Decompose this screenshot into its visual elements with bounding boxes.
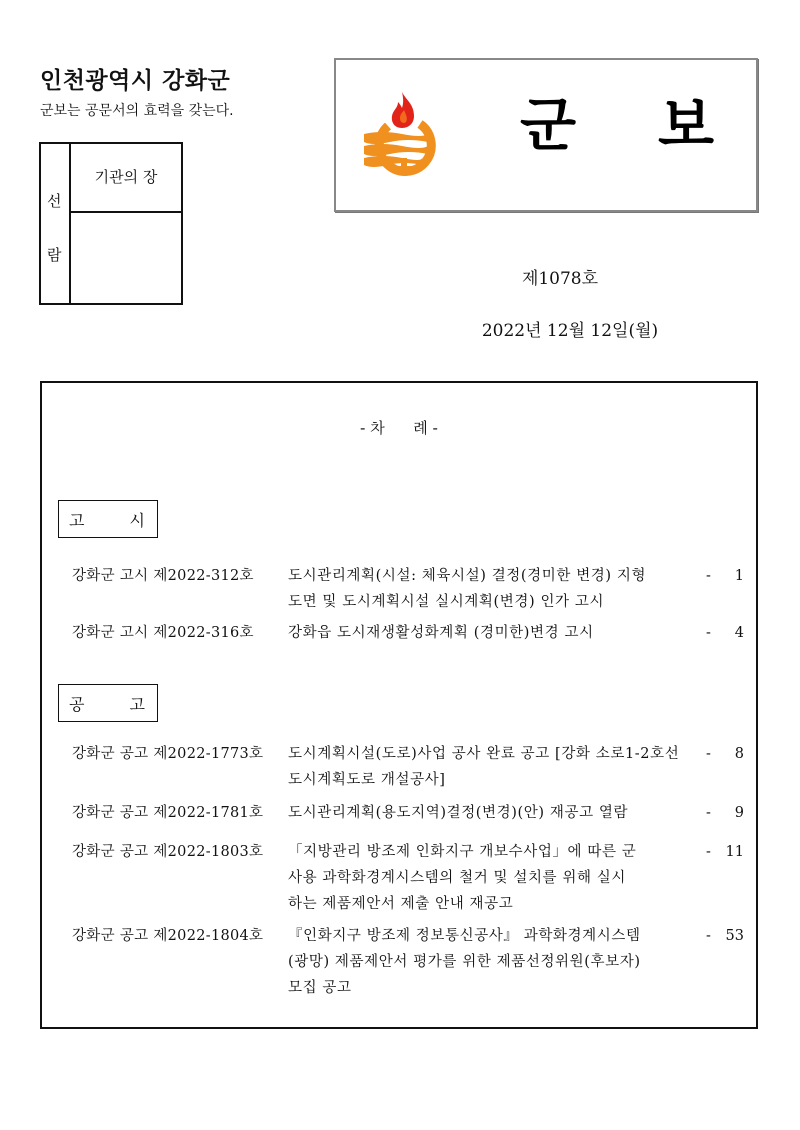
entry-reference: 강화군 공고 제2022-1804호 — [72, 928, 264, 944]
issue-number: 제1078호 — [521, 269, 599, 289]
entry-leader: - — [706, 746, 711, 762]
circulation-side-column — [41, 144, 71, 303]
ganghwa-emblem-icon — [362, 90, 446, 180]
entry-page-number: 11 — [725, 844, 744, 860]
masthead-title-char: 군 — [520, 91, 577, 159]
gazette-subtitle: 군보는 공문서의 효력을 갖는다. — [40, 103, 234, 119]
entry-reference: 강화군 고시 제2022-312호 — [72, 568, 254, 584]
entry-description: 『인화지구 방조제 정보통신공사』 과학화경계시스템 (광망) 제품제안서 평가를 위한 제품선정위원(후보자) 모집 공고 — [288, 928, 641, 996]
masthead-title-char: 보 — [658, 91, 715, 159]
entry-leader: - — [706, 625, 711, 641]
entry-description: 강화읍 도시재생활성화계획 (경미한)변경 고시 — [288, 625, 594, 641]
section-label: 고 — [129, 694, 145, 714]
masthead-frame — [334, 58, 758, 212]
section-label: 공 — [69, 694, 85, 714]
entry-page-number: 8 — [734, 746, 744, 762]
circulation-side-label: 선 — [47, 192, 62, 210]
entry-reference: 강화군 공고 제2022-1773호 — [72, 746, 264, 762]
entry-leader: - — [706, 928, 711, 944]
section-label: 시 — [129, 510, 145, 530]
entry-reference: 강화군 고시 제2022-316호 — [72, 625, 254, 641]
entry-description: 「지방관리 방조제 인화지구 개보수사업」에 따른 군 사용 과학화경계시스템의 철거 및 설치를 위해 실시 하는 제품제안서 제출 안내 재공고 — [288, 844, 637, 912]
entry-description: 도시계획시설(도로)사업 공사 완료 공고 [강화 소로1-2호선 도시계획도로 개설공사] — [288, 746, 680, 788]
section-header-announcement — [58, 684, 158, 722]
entry-page-number: 9 — [734, 805, 744, 821]
table-of-contents — [40, 381, 758, 1029]
entry-page-number: 4 — [734, 625, 744, 641]
entry-page-number: 53 — [725, 928, 744, 944]
entry-description: 도시관리계획(시설: 체육시설) 결정(경미한 변경) 지형 도면 및 도시계획시설 실시계획(변경) 인가 고시 — [288, 568, 647, 610]
section-header-notice — [58, 500, 158, 538]
entry-leader: - — [706, 568, 711, 584]
circulation-side-label: 람 — [47, 246, 62, 264]
entry-reference: 강화군 공고 제2022-1803호 — [72, 844, 264, 860]
toc-title: - 차 례 - — [360, 419, 438, 437]
circulation-table — [39, 142, 183, 305]
entry-reference: 강화군 공고 제2022-1781호 — [72, 805, 264, 821]
circulation-head-label: 기관의 장 — [71, 144, 181, 213]
issue-date: 2022년 12월 12일(월) — [481, 321, 659, 341]
entry-description: 도시관리계획(용도지역)결정(변경)(안) 재공고 열람 — [288, 805, 629, 821]
section-label: 고 — [69, 510, 85, 530]
organization-title: 인천광역시 강화군 — [40, 68, 231, 94]
entry-leader: - — [706, 805, 711, 821]
entry-page-number: 1 — [734, 568, 744, 584]
entry-leader: - — [706, 844, 711, 860]
